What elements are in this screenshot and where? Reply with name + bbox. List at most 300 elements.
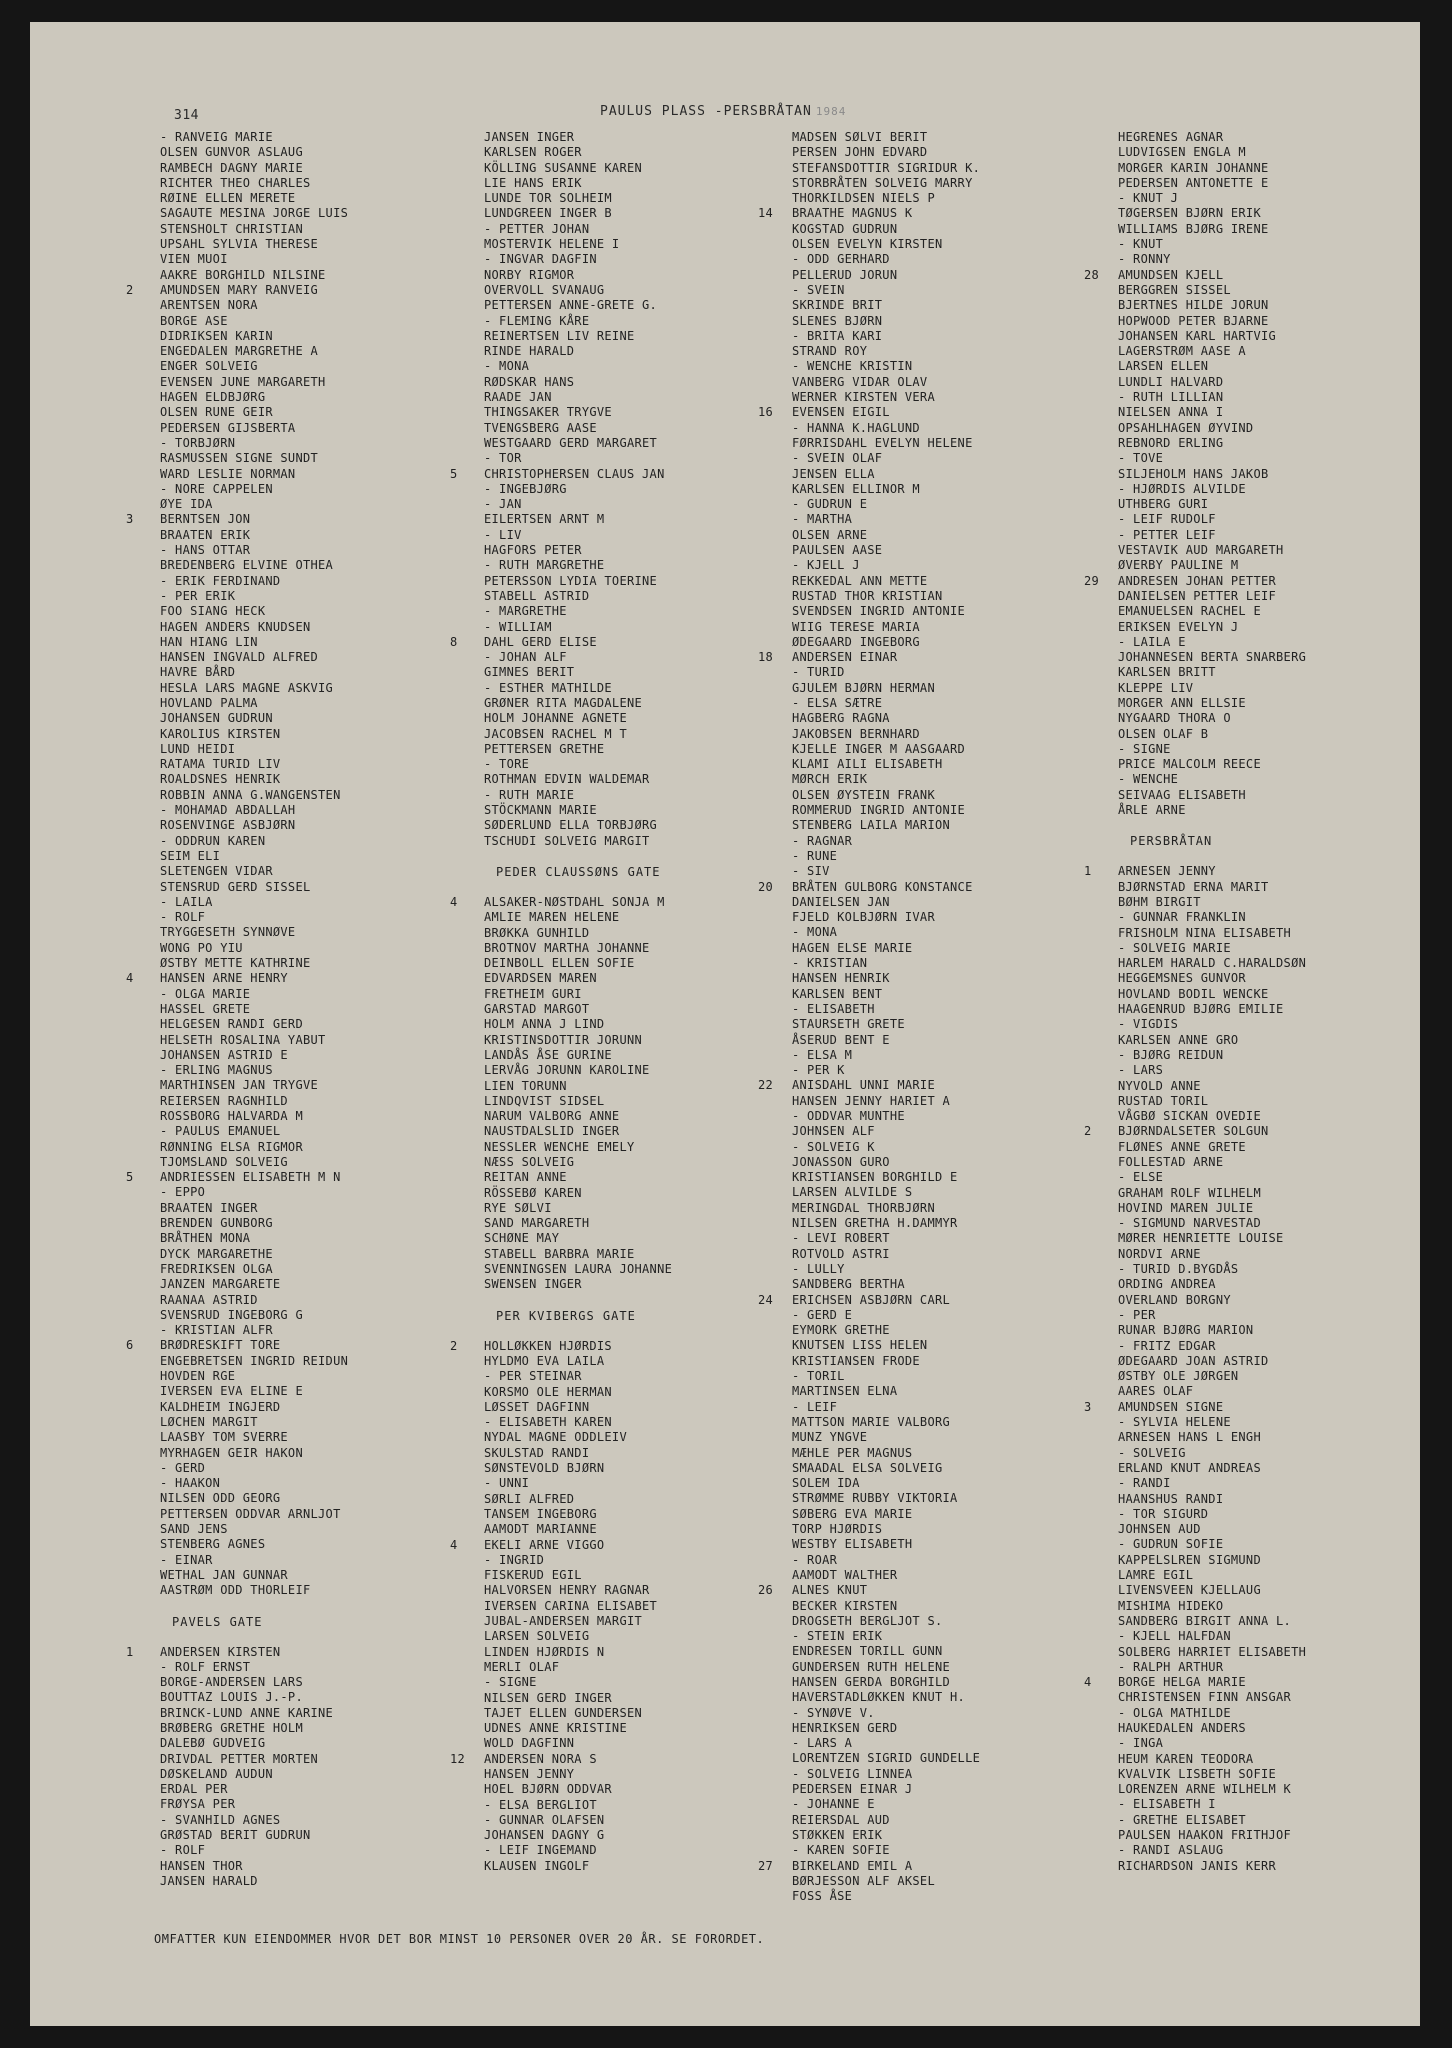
resident-row [758,436,1088,451]
resident-name: BRØDRESKIFT TORE [160,1338,281,1353]
resident-name: PEDERSEN GIJSBERTA [160,420,296,435]
resident-row [126,329,456,344]
resident-row [450,1262,780,1277]
resident-name: KÖLLING SUSANNE KAREN [484,160,643,175]
resident-row [758,206,1088,221]
resident-name: - TORBJØRN [160,435,236,450]
resident-name: STENSHOLT CHRISTIAN [160,221,303,236]
resident-name: - SOLVEIG [1118,1445,1186,1460]
resident-name: - LAILA E [1118,634,1186,649]
resident-row [758,482,1088,497]
resident-row [758,880,1088,895]
resident-name: ARNESEN HANS L ENGH [1118,1430,1261,1445]
resident-row [758,1568,1088,1583]
resident-row [450,803,780,818]
column-2 [450,130,780,1874]
resident-row [1084,283,1414,298]
resident-row [1084,130,1414,145]
resident-name: FRISHOLM NINA ELISABETH [1118,925,1292,940]
resident-name: MÆHLE PER MAGNUS [792,1445,913,1460]
resident-row [126,1859,456,1874]
resident-name: STAURSETH GRETE [792,1017,905,1032]
resident-name: WETHAL JAN GUNNAR [160,1567,288,1582]
resident-row [1084,1767,1414,1782]
resident-name: KARLSEN ANNE GRO [1118,1032,1239,1047]
resident-row [126,314,456,329]
resident-name: SVENSRUD INGEBORG G [160,1307,303,1322]
resident-name: - NORE CAPPELEN [160,481,273,496]
resident-row [450,971,780,986]
resident-row [758,1614,1088,1629]
resident-row [758,1491,1088,1506]
resident-name: HOVDEN RGE [160,1369,236,1384]
resident-name: SLENES BJØRN [792,313,883,328]
resident-row [758,941,1088,956]
resident-name: ERIKSEN EVELYN J [1118,619,1239,634]
house-number: 1 [1084,864,1092,879]
resident-name: - HANNA K.HAGLUND [792,420,920,435]
resident-name: ROSSBORG HALVARDA M [160,1109,303,1123]
resident-row [1084,543,1414,558]
resident-name: - KAREN SOFIE [792,1843,890,1858]
resident-row [1084,665,1414,680]
resident-name: MORGER KARIN JOHANNE [1118,160,1269,175]
resident-row [450,512,780,527]
resident-row [758,1293,1088,1308]
resident-row [1084,1461,1414,1476]
resident-row [758,727,1088,742]
resident-name: RICHTER THEO CHARLES [160,175,311,190]
resident-name: ENGER SOLVEIG [160,359,258,374]
resident-name: LIVENSVEEN KJELLAUG [1118,1583,1261,1598]
resident-row [126,880,456,895]
resident-name: WERNER KIRSTEN VERA [792,390,935,405]
resident-row [126,1430,456,1445]
resident-name: BORGE HELGA MARIE [1118,1675,1246,1690]
resident-row [758,1690,1088,1705]
resident-name: BROTNOV MARTHA JOHANNE [484,940,650,955]
resident-row [126,528,456,543]
resident-name: JOHANSEN DAGNY G [484,1828,605,1843]
resident-name: - SVANHILD AGNES [160,1812,281,1827]
resident-row [450,145,780,160]
resident-name: HOEL BJØRN ODDVAR [484,1782,612,1797]
street-heading: PEDER CLAUSSØNS GATE [496,864,661,879]
resident-row [450,405,780,420]
resident-row [126,1078,456,1093]
resident-name: DØSKELAND AUDUN [160,1766,273,1781]
resident-row [126,895,456,910]
resident-row [126,1843,456,1858]
resident-name: OLSEN OLAF B [1118,726,1209,741]
resident-name: ROSENVINGE ASBJØRN [160,818,296,833]
resident-row [126,1170,456,1185]
resident-name: - HANS OTTAR [160,543,251,558]
resident-row [758,161,1088,176]
resident-row [126,1446,456,1461]
resident-row [450,727,780,742]
resident-row [450,1736,780,1751]
resident-name: CHRISTENSEN FINN ANSGAR [1118,1690,1292,1705]
resident-row [1084,1155,1414,1170]
resident-name: HOLM ANNA J LIND [484,1017,605,1032]
resident-name: HOPWOOD PETER BJARNE [1118,313,1269,328]
resident-name: PEDERSEN EINAR J [792,1782,913,1797]
resident-row [126,1522,456,1537]
resident-row [1084,1170,1414,1185]
resident-row [758,925,1088,940]
resident-row [1084,1140,1414,1155]
resident-row [450,1461,780,1476]
resident-row [126,1247,456,1262]
resident-name: LUNDLI HALVARD [1118,374,1224,389]
resident-row [450,1369,780,1384]
resident-name: LAASBY TOM SVERRE [160,1430,288,1445]
resident-name: THORKILDSEN NIELS P [792,191,935,206]
resident-name: OPSAHLHAGEN ØYVIND [1118,420,1254,435]
resident-name: AASTRØM ODD THORLEIF [160,1583,311,1598]
resident-name: UTHBERG GURI [1118,497,1209,512]
resident-name: - ERLING MAGNUS [160,1063,273,1078]
resident-row [1084,359,1414,374]
resident-row [758,803,1088,818]
resident-row [450,1231,780,1246]
resident-row [450,834,780,849]
resident-row [758,696,1088,711]
resident-row [1084,1446,1414,1461]
resident-name: LINDEN HJØRDIS N [484,1644,605,1659]
resident-row [758,1247,1088,1262]
resident-name: HELGESEN RANDI GERD [160,1017,303,1032]
resident-name: - BJØRG REIDUN [1118,1047,1224,1062]
resident-row [126,910,456,925]
resident-name: HEUM KAREN TEODORA [1118,1751,1254,1766]
house-number: 5 [450,466,458,481]
resident-name: - PER K [792,1063,845,1078]
resident-name: EKELI ARNE VIGGO [484,1537,605,1552]
resident-name: HANSEN HENRIK [792,971,890,986]
resident-row [450,1354,780,1369]
resident-row [450,1415,780,1430]
resident-row [758,1415,1088,1430]
resident-row [1084,1660,1414,1675]
resident-row [1084,1736,1414,1751]
resident-row [126,1140,456,1155]
resident-name: SANDBERG BERTHA [792,1277,905,1292]
house-number: 29 [1084,573,1100,588]
resident-name: RØNNING ELSA RIGMOR [160,1139,303,1154]
resident-row [126,512,456,527]
resident-row [1084,650,1414,665]
resident-name: AMUNDSEN KJELL [1118,267,1224,282]
resident-name: DAHL GERD ELISE [484,634,597,649]
resident-name: HAGEN ELDBJØRG [160,390,266,405]
resident-row [126,436,456,451]
resident-name: - LULLY [792,1261,845,1276]
resident-name: LØSSET DAGFINN [484,1399,590,1414]
resident-name: STÖCKMANN MARIE [484,803,597,818]
resident-name: HYLDMO EVA LAILA [484,1353,605,1368]
resident-row [758,1002,1088,1017]
resident-row [126,1797,456,1812]
resident-row [758,130,1088,145]
resident-name: HANSEN JENNY [484,1766,575,1781]
resident-name: DYCK MARGARETHE [160,1246,273,1261]
house-number: 28 [1084,267,1100,282]
resident-row [126,375,456,390]
resident-row [126,252,456,267]
resident-row [126,757,456,772]
resident-row [758,1323,1088,1338]
resident-name: - ROLF [160,910,206,925]
resident-name: MUNZ YNGVE [792,1430,868,1445]
resident-name: - GRETHE ELISABET [1118,1812,1246,1827]
house-number: 2 [450,1338,458,1353]
resident-name: SANDBERG BIRGIT ANNA L. [1118,1613,1292,1628]
resident-row [1084,482,1414,497]
resident-row [758,1369,1088,1384]
resident-name: TAJET ELLEN GUNDERSEN [484,1705,643,1720]
resident-row [758,268,1088,283]
resident-row [126,1491,456,1506]
resident-row [758,1338,1088,1353]
resident-row [450,681,780,696]
resident-row [758,1507,1088,1522]
resident-row [758,1216,1088,1231]
resident-row [126,1583,456,1598]
resident-row [126,620,456,635]
resident-row [450,206,780,221]
resident-name: ØVERBY PAULINE M [1118,558,1239,573]
resident-name: - OLGA MATHILDE [1118,1705,1231,1720]
resident-row [758,375,1088,390]
resident-row [126,1507,456,1522]
resident-name: TØGERSEN BJØRN ERIK [1118,206,1261,221]
resident-name: OLSEN ØYSTEIN FRANK [792,787,935,802]
house-number: 4 [450,1537,458,1552]
resident-row [1084,1813,1414,1828]
resident-name: SKULSTAD RANDI [484,1445,590,1460]
resident-row [126,145,456,160]
resident-row [1084,788,1414,803]
resident-row [758,910,1088,925]
resident-name: FRØYSA PER [160,1797,236,1812]
resident-name: BREDENBERG ELVINE OTHEA [160,558,334,573]
resident-name: VESTAVIK AUD MARGARETH [1118,543,1284,558]
resident-name: - KJELL HALFDAN [1118,1629,1231,1644]
resident-row [1084,1186,1414,1201]
resident-row [126,665,456,680]
resident-row [1084,1690,1414,1705]
resident-name: BRÅTHEN MONA [160,1231,251,1246]
resident-row [758,788,1088,803]
resident-name: SILJEHOLM HANS JAKOB [1118,466,1269,481]
resident-row [758,1048,1088,1063]
resident-name: - LEIF [792,1399,838,1414]
resident-name: ANISDAHL UNNI MARIE [792,1078,935,1093]
resident-name: - GERD E [792,1307,853,1322]
resident-name: BRAATHE MAGNUS K [792,206,913,221]
resident-row [758,1522,1088,1537]
resident-name: - ESTHER MATHILDE [484,680,612,695]
resident-name: REIERSEN RAGNHILD [160,1093,288,1108]
resident-name: HENRIKSEN GERD [792,1720,898,1735]
resident-name: - FLEMING KÅRE [484,313,590,328]
resident-row [758,497,1088,512]
resident-name: HAUKEDALEN ANDERS [1118,1720,1246,1735]
resident-name: - SYLVIA HELENE [1118,1415,1231,1430]
resident-row [1084,1522,1414,1537]
resident-row [758,1843,1088,1858]
resident-row [758,543,1088,558]
resident-name: KLAMI AILI ELISABETH [792,757,943,772]
resident-name: UDNES ANNE KRISTINE [484,1721,627,1736]
resident-row [450,222,780,237]
resident-row [126,727,456,742]
resident-name: ANDERSEN EINAR [792,650,898,665]
resident-name: HAANSHUS RANDI [1118,1491,1224,1506]
resident-row [758,314,1088,329]
resident-row [450,1767,780,1782]
resident-row [126,1354,456,1369]
resident-row [126,130,456,145]
resident-row [126,421,456,436]
resident-row [758,620,1088,635]
resident-name: NESSLER WENCHE EMELY [484,1139,635,1154]
resident-row [126,1155,456,1170]
resident-name: - FRITZ EDGAR [1118,1338,1216,1353]
resident-name: HANSEN GERDA BORGHILD [792,1674,951,1689]
resident-row [450,482,780,497]
resident-row [126,1736,456,1751]
resident-row [1084,1109,1414,1124]
resident-name: - KNUT J [1118,191,1179,206]
resident-row [126,1721,456,1736]
resident-name: BJERTNES HILDE JORUN [1118,298,1269,313]
resident-row [126,574,456,589]
resident-row [450,1492,780,1507]
resident-name: ENGEDALEN MARGRETHE A [160,344,319,359]
resident-row [1084,727,1414,742]
resident-row [1084,1277,1414,1292]
resident-name: VÅGBØ SICKAN OVEDIE [1118,1109,1261,1124]
resident-row [126,1369,456,1384]
resident-row [126,1645,456,1660]
resident-row [450,1109,780,1124]
resident-row [126,1553,456,1568]
resident-row [758,1094,1088,1109]
resident-name: KVALVIK LISBETH SOFIE [1118,1766,1277,1781]
resident-row [758,1124,1088,1139]
page-header-title: PAULUS PLASS -PERSBRÅTAN [600,104,812,119]
resident-name: JONASSON GURO [792,1154,890,1169]
resident-name: - JAN [484,497,522,512]
resident-row [758,1201,1088,1216]
resident-name: - RUTH MARGRETHE [484,558,605,573]
resident-row [126,772,456,787]
resident-name: BERNTSEN JON [160,512,251,527]
resident-row [758,1767,1088,1782]
resident-row [126,1568,456,1583]
resident-row [758,421,1088,436]
resident-row [758,451,1088,466]
header-stamp: 1984 [815,105,847,118]
resident-name: DRIVDAL PETTER MORTEN [160,1751,319,1766]
resident-row [1084,1384,1414,1399]
resident-name: KAROLIUS KIRSTEN [160,726,281,741]
resident-row [450,161,780,176]
resident-row [1084,497,1414,512]
resident-row [758,405,1088,420]
resident-name: ANDERSEN KIRSTEN [160,1644,281,1659]
resident-row [1084,206,1414,221]
resident-row [126,283,456,298]
resident-name: PETTERSEN GRETHE [484,741,605,756]
resident-name: UPSAHL SYLVIA THERESE [160,237,319,252]
resident-row [126,268,456,283]
resident-row [758,635,1088,650]
resident-name: JOHANSEN GUDRUN [160,711,273,726]
resident-name: ROALDSNES HENRIK [160,772,281,787]
resident-row [450,1752,780,1767]
resident-row [450,665,780,680]
resident-name: ØDEGAARD JOAN ASTRID [1118,1353,1269,1368]
resident-row [126,1216,456,1231]
column-4 [1084,130,1414,1874]
resident-row [758,849,1088,864]
resident-name: WIIG TERESE MARIA [792,619,920,634]
resident-row [450,1124,780,1139]
resident-name: - STEIN ERIK [792,1629,883,1644]
resident-row [126,1782,456,1797]
house-number: 5 [126,1170,134,1185]
resident-row [450,1277,780,1292]
resident-row [126,1017,456,1032]
resident-row [126,482,456,497]
resident-name: FOSS ÅSE [792,1889,853,1904]
resident-name: GRAHAM ROLF WILHELM [1118,1185,1261,1200]
resident-row [450,1568,780,1583]
resident-name: STENBERG LAILA MARION [792,818,951,833]
resident-name: GIMNES BERIT [484,665,575,680]
resident-row [126,650,456,665]
resident-name: - ROLF ERNST [160,1659,251,1674]
resident-row [758,757,1088,772]
resident-name: FRETHEIM GURI [484,986,582,1001]
resident-name: BJØRNDALSETER SOLGUN [1118,1124,1269,1139]
resident-name: SOLBERG HARRIET ELISABETH [1118,1644,1307,1659]
resident-name: - WILLIAM [484,619,552,634]
resident-row [450,926,780,941]
resident-row [758,1185,1088,1200]
resident-name: ØYE IDA [160,497,213,512]
resident-name: - LEIF INGEMAND [484,1843,597,1858]
resident-name: OLSEN ARNE [792,527,868,542]
resident-name: NILSEN GERD INGER [484,1690,612,1705]
resident-row [450,467,780,482]
resident-name: - LEIF RUDOLF [1118,512,1216,527]
resident-row [758,742,1088,757]
resident-name: - INGEBJØRG [484,481,567,496]
resident-row [450,283,780,298]
resident-row [450,1522,780,1537]
resident-name: RINDE HARALD [484,344,575,359]
resident-name: JANSEN HARALD [160,1873,258,1888]
resident-name: FISKERUD EGIL [484,1568,582,1583]
resident-name: OVERLAND BORGNY [1118,1292,1231,1307]
resident-name: - ELSA M [792,1047,853,1062]
resident-name: - RONNY [1118,252,1171,267]
